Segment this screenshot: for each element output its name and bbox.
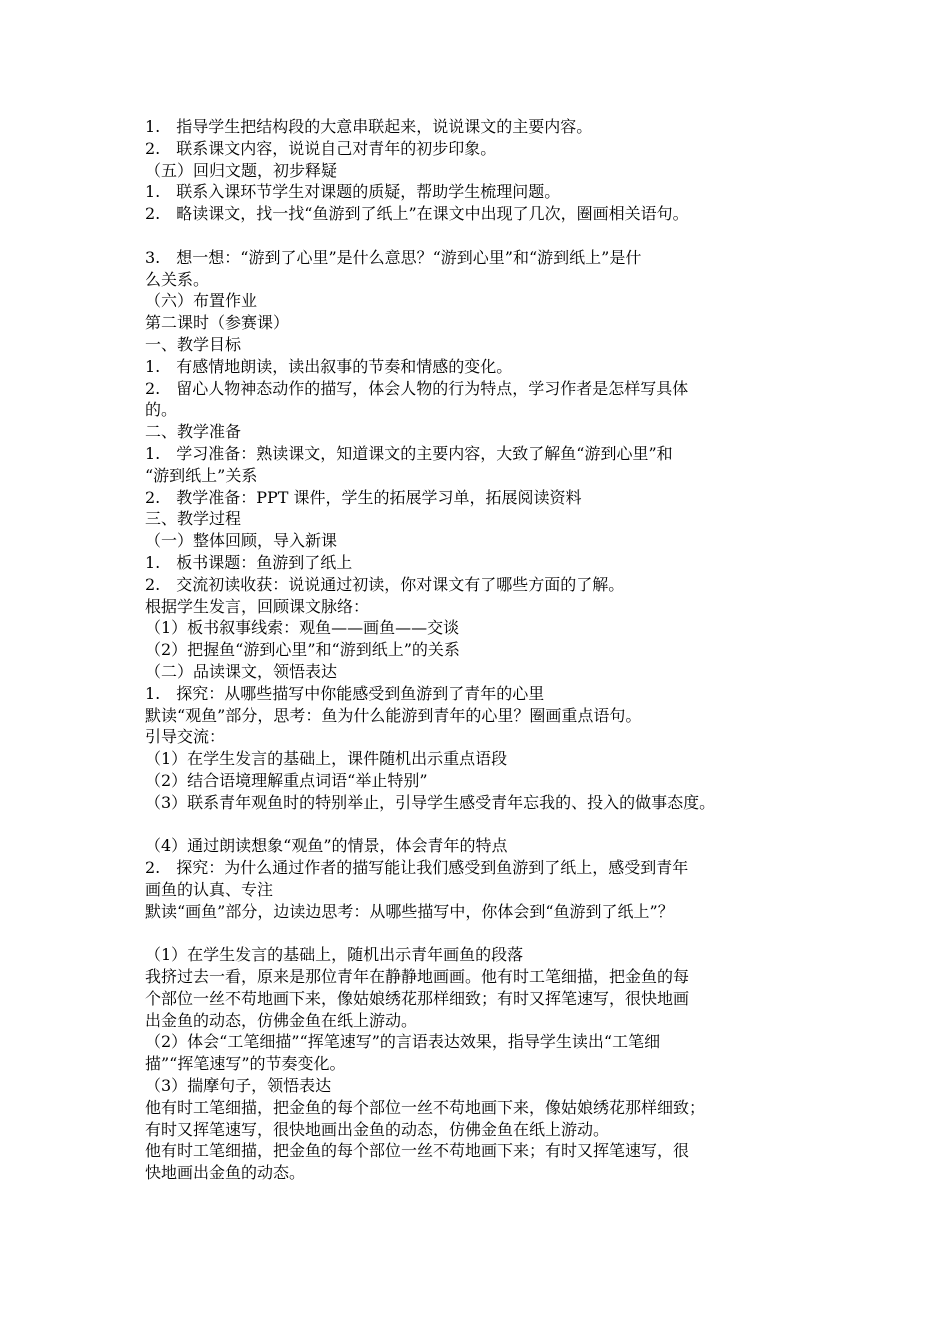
blank-line [145, 922, 825, 944]
text-line: 1. 有感情地朗读，读出叙事的节奏和情感的变化。 [145, 356, 513, 376]
text-line: 2. 教学准备：PPT 课件，学生的拓展学习单，拓展阅读资料 [145, 487, 582, 507]
text-line: 么关系。 [145, 269, 210, 289]
text-line: （1）板书叙事线索：观鱼——画鱼——交谈 [145, 618, 460, 638]
text-line: 3. 想一想：“游到了心里”是什么意思？“游到心里”和“游到纸上”是什 [145, 247, 642, 267]
text-line: 描”“挥笔速写”的节奏变化。 [145, 1054, 346, 1074]
text-line: （2）结合语境理解重点词语“举止特别” [145, 770, 428, 790]
text-line: 快地画出金鱼的动态。 [145, 1163, 306, 1183]
text-line: 默读“观鱼”部分，思考：鱼为什么能游到青年的心里？圈画重点语句。 [145, 705, 642, 725]
text-line: 2. 略读课文，找一找“鱼游到了纸上”在课文中出现了几次，圈画相关语句。 [145, 204, 689, 224]
text-line: 出金鱼的动态，仿佛金鱼在纸上游动。 [145, 1010, 418, 1030]
text-line: 2. 留心人物神态动作的描写，体会人物的行为特点，学习作者是怎样写具体 [145, 378, 689, 398]
text-line: 我挤过去一看，原来是那位青年在静静地画画。他有时工笔细描，把金鱼的每 [145, 967, 690, 987]
text-line: 默读“画鱼”部分，边读边思考：从哪些描写中，你体会到“鱼游到了纸上”？ [145, 901, 674, 921]
section-heading: 二、教学准备 [145, 422, 242, 442]
section-heading: 一、教学目标 [145, 334, 242, 354]
lesson-heading: 第二课时（参赛课） [145, 313, 290, 333]
text-line: 1. 板书课题：鱼游到了纸上 [145, 552, 353, 572]
section-heading: 三、教学过程 [145, 509, 242, 529]
text-line: 的。 [145, 400, 178, 420]
text-line: 2. 探究：为什么通过作者的描写能让我们感受到鱼游到了纸上，感受到青年 [145, 858, 689, 878]
section-heading: （一）整体回顾，导入新课 [145, 531, 338, 551]
section-heading: （二）品读课文，领悟表达 [145, 661, 338, 681]
text-line: 2. 联系课文内容，说说自己对青年的初步印象。 [145, 138, 497, 158]
text-line: 画鱼的认真、专注 [145, 879, 274, 899]
text-line: 1. 探究：从哪些描写中你能感受到鱼游到了青年的心里 [145, 683, 545, 703]
text-line: 1. 联系入课环节学生对课题的质疑，帮助学生梳理问题。 [145, 182, 561, 202]
text-line: （1）在学生发言的基础上，课件随机出示重点语段 [145, 749, 508, 769]
text-line: 根据学生发言，回顾课文脉络： [145, 596, 370, 616]
text-line: 引导交流： [145, 727, 226, 747]
text-line: （3）联系青年观鱼时的特别举止，引导学生感受青年忘我的、投入的做事态度。 [145, 792, 716, 812]
blank-line [145, 225, 825, 247]
section-heading: （五）回归文题，初步释疑 [145, 160, 338, 180]
text-line: （2）体会“工笔细描”“挥笔速写”的言语表达效果，指导学生读出“工笔细 [145, 1032, 661, 1052]
text-line: 2. 交流初读收获：说说通过初读，你对课文有了哪些方面的了解。 [145, 574, 625, 594]
text-line: 1. 指导学生把结构段的大意串联起来，说说课文的主要内容。 [145, 117, 593, 136]
text-line: （2）把握鱼“游到心里”和“游到纸上”的关系 [145, 640, 460, 660]
text-line: 他有时工笔细描，把金鱼的每个部位一丝不苟地画下来；有时又挥笔速写，很 [145, 1141, 690, 1161]
text-line: 他有时工笔细描，把金鱼的每个部位一丝不苟地画下来，像姑娘绣花那样细致； [145, 1097, 706, 1117]
text-line: 1. 学习准备：熟读课文，知道课文的主要内容，大致了解鱼“游到心里”和 [145, 443, 673, 463]
text-line: （4）通过朗读想象“观鱼”的情景，体会青年的特点 [145, 836, 508, 856]
section-heading: （六）布置作业 [145, 291, 258, 311]
text-line: （1）在学生发言的基础上，随机出示青年画鱼的段落 [145, 945, 524, 965]
text-line: （3）揣摩句子，领悟表达 [145, 1076, 332, 1096]
blank-line [145, 814, 825, 836]
document-body [145, 116, 825, 1184]
text-line: 有时又挥笔速写，很快地画出金鱼的动态，仿佛金鱼在纸上游动。 [145, 1119, 610, 1139]
text-line: 个部位一丝不苟地画下来，像姑娘绣花那样细致；有时又挥笔速写，很快地画 [145, 988, 690, 1008]
text-line: “游到纸上”关系 [145, 465, 258, 485]
